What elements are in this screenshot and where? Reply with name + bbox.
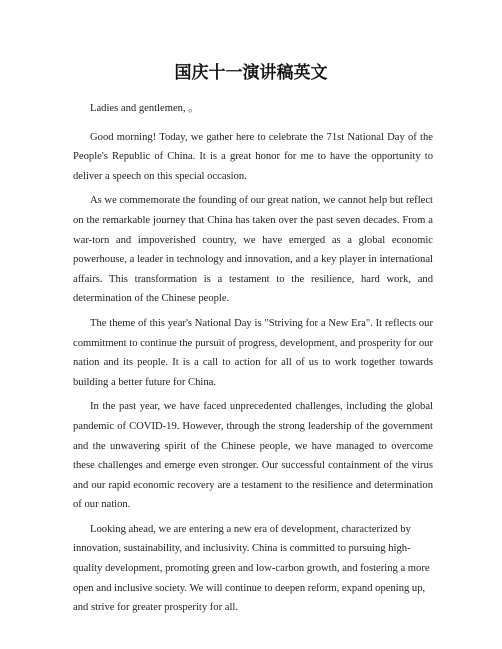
paragraph-theme: The theme of this year's National Day is "Striving for a New Era". It reflects our commitment to continue the pursuit of progress, development, and prosperity for our nation and its people. It is a call to action for all of us to work together towards building a better future for China. <box>73 317 433 388</box>
document-title: 国庆十一演讲稿英文 <box>174 63 328 83</box>
greeting-line: Ladies and gentlemen, 。 <box>90 103 199 114</box>
document-body <box>73 99 433 623</box>
paragraph-history: As we commemorate the founding of our great nation, we cannot help but reflect on the remarkable journey that China has taken over the past seven decades. From a war-torn and impoverished country, we have emerged as a global economic powerhouse, a leader in technology and innovation, and a key player in international affairs. This transformation is a testament to the resilience, hard work, and determination of the Chinese people. <box>73 195 434 305</box>
paragraph-opening: Good morning! Today, we gather here to celebrate the 71st National Day of the People's Republic of China. It is a great honor for me to have the opportunity to deliver a speech on this special occasion. <box>73 131 433 182</box>
paragraph-challenges: In the past year, we have faced unprecedented challenges, including the global pandemic of COVID-19. However, through the strong leadership of the government and the unwavering spirit of the Chinese people, we have managed to overcome these challenges and emerge even stronger. Our successful containment of the virus and our rapid economic recovery are a testament to the resilience and determination of our nation. <box>73 401 433 511</box>
paragraph-future: Looking ahead, we are entering a new era of development, characterized by innovation, sustainability, and inclusivity. China is committed to pursuing high-quality development, promoting green and low-carbon growth, and fostering a more open and inclusive society. We will continue to deepen reform, expand opening up, and strive for greater prosperity for all. <box>73 523 430 614</box>
